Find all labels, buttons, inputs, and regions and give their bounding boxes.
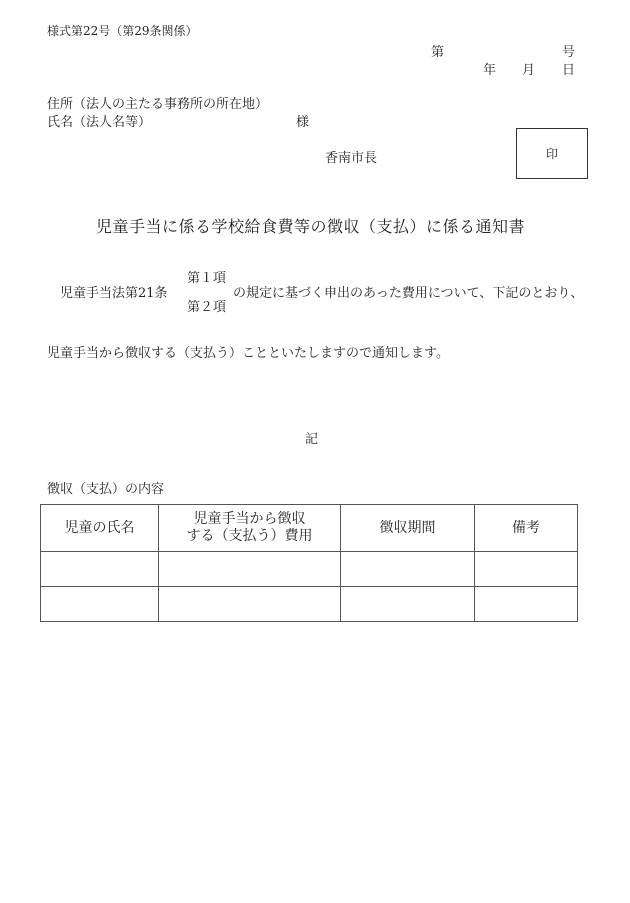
header-period: 徴収期間	[341, 505, 475, 552]
header-expense	[159, 505, 341, 552]
law-reference: 児童手当法第21条	[60, 286, 168, 301]
recipient-name-label: 氏名（法人名等）	[47, 115, 152, 130]
table-header-row	[41, 505, 578, 552]
seal-label: 印	[545, 147, 558, 161]
body-line-1: の規定に基づく申出のあった費用について、下記のとおり、	[233, 286, 584, 301]
recipient-address-label: 住所（法人の主たる事務所の所在地）	[47, 97, 269, 112]
date-day: 日	[562, 63, 576, 78]
document-title: 児童手当に係る学校給食費等の徴収（支払）に係る通知書	[96, 217, 526, 236]
header-expense-line-1: 児童手当から徴収	[193, 511, 306, 527]
date-year: 年	[483, 63, 497, 78]
table-row	[41, 552, 578, 587]
table-row	[41, 587, 578, 622]
seal-box	[516, 128, 588, 179]
issuer-name: 香南市長	[325, 151, 378, 166]
clause-2: 第２項	[187, 300, 227, 315]
date-month: 月	[522, 63, 536, 78]
header-expense-line-2: する（支払う）費用	[186, 528, 313, 544]
content-table	[40, 504, 578, 622]
cell-expense	[159, 552, 341, 587]
cell-period	[341, 552, 475, 587]
cell-expense	[159, 587, 341, 622]
header-child-name: 児童の氏名	[41, 505, 159, 552]
doc-number-prefix: 第	[431, 45, 445, 60]
cell-period	[341, 587, 475, 622]
section-label: 徴収（支払）の内容	[47, 482, 165, 497]
header-remarks: 備考	[475, 505, 578, 552]
cell-child-name	[41, 587, 159, 622]
cell-remarks	[475, 587, 578, 622]
cell-child-name	[41, 552, 159, 587]
recipient-honorific: 様	[296, 115, 310, 130]
ki-marker: 記	[305, 432, 319, 447]
doc-number-suffix: 号	[562, 45, 576, 60]
form-number: 様式第22号（第29条関係）	[47, 24, 198, 38]
clause-1: 第１項	[187, 271, 227, 286]
cell-remarks	[475, 552, 578, 587]
body-line-2: 児童手当から徴収する（支払う）ことといたしますので通知します。	[47, 346, 449, 361]
